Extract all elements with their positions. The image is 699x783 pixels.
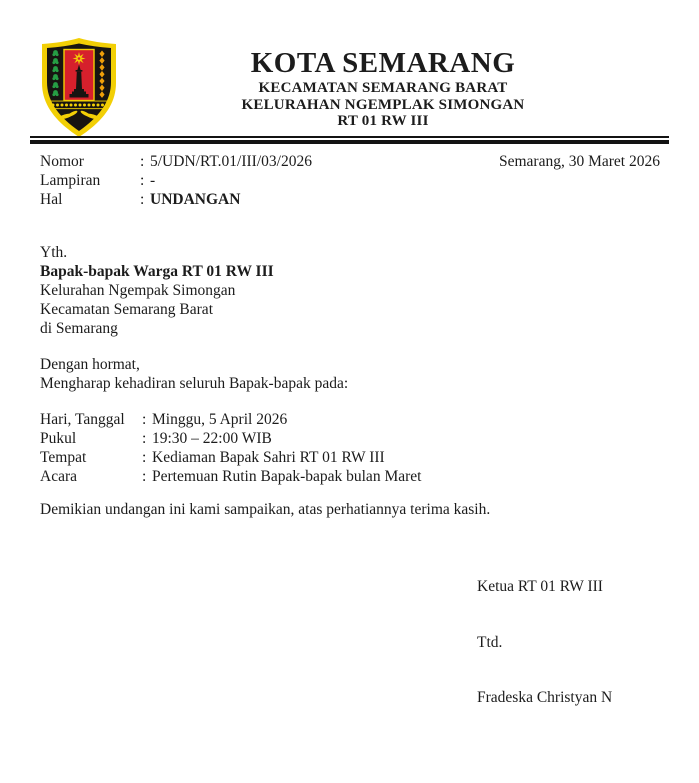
- meta-row-lampiran: [40, 171, 312, 190]
- detail-label: Hari, Tanggal: [40, 411, 125, 428]
- meta-row-nomor: [40, 152, 312, 171]
- letterhead-district-line: KECAMATAN SEMARANG BARAT: [258, 80, 508, 96]
- letter-number-value: 5/UDN/RT.01/III/03/2026: [150, 153, 312, 170]
- detail-row-time: [40, 429, 421, 448]
- colon-separator: :: [140, 153, 145, 170]
- colon-separator: :: [142, 449, 147, 466]
- subject-value: UNDANGAN: [150, 191, 241, 208]
- letter-meta-block: [40, 152, 312, 209]
- colon-separator: :: [142, 468, 147, 485]
- recipient-salutation: Yth.: [40, 244, 68, 261]
- signature-name: Fradeska Christyan N: [477, 689, 613, 706]
- meta-label: Nomor: [40, 153, 84, 170]
- detail-label: Tempat: [40, 449, 87, 466]
- detail-row-agenda: [40, 467, 421, 486]
- greeting-line: Dengan hormat,: [40, 356, 140, 373]
- colon-separator: :: [140, 172, 145, 189]
- meta-label: Lampiran: [40, 172, 101, 189]
- letterhead-rt-rw-line: RT 01 RW III: [337, 113, 429, 129]
- closing-sentence: Demikian undangan ini kami sampaikan, atas perhatiannya terima kasih.: [40, 501, 491, 518]
- event-date-value: Minggu, 5 April 2026: [152, 411, 288, 428]
- letterhead-divider-rule: [30, 136, 669, 144]
- event-details-block: [40, 410, 421, 486]
- detail-label: Acara: [40, 468, 77, 485]
- recipient-block: [40, 243, 274, 338]
- signature-ttd: Ttd.: [477, 634, 503, 651]
- meta-label: Hal: [40, 191, 63, 208]
- opening-block: [40, 355, 348, 393]
- recipient-name: Bapak-bapak Warga RT 01 RW III: [40, 263, 274, 280]
- signature-role: Ketua RT 01 RW III: [477, 578, 603, 595]
- colon-separator: :: [142, 430, 147, 447]
- place-and-date: Semarang, 30 Maret 2026: [499, 153, 660, 170]
- event-place-value: Kediaman Bapak Sahri RT 01 RW III: [152, 449, 385, 466]
- letterhead: [67, 46, 699, 130]
- colon-separator: :: [140, 191, 145, 208]
- detail-label: Pukul: [40, 430, 77, 447]
- detail-row-day-date: [40, 410, 421, 429]
- invitation-intro-line: Mengharap kehadiran seluruh Bapak-bapak pada:: [40, 375, 349, 392]
- letterhead-village-line: KELURAHAN NGEMPLAK SIMONGAN: [241, 96, 525, 113]
- event-agenda-value: Pertemuan Rutin Bapak-bapak bulan Maret: [152, 468, 422, 485]
- recipient-district-line: Kecamatan Semarang Barat: [40, 301, 213, 318]
- recipient-city-line: di Semarang: [40, 320, 118, 337]
- colon-separator: :: [142, 411, 147, 428]
- recipient-village-line: Kelurahan Ngempak Simongan: [40, 282, 236, 299]
- meta-row-hal: [40, 190, 312, 209]
- detail-row-place: [40, 448, 421, 467]
- event-time-value: 19:30 – 22:00 WIB: [152, 430, 272, 447]
- attachment-value: -: [150, 172, 156, 189]
- letterhead-city-title: KOTA SEMARANG: [250, 47, 516, 79]
